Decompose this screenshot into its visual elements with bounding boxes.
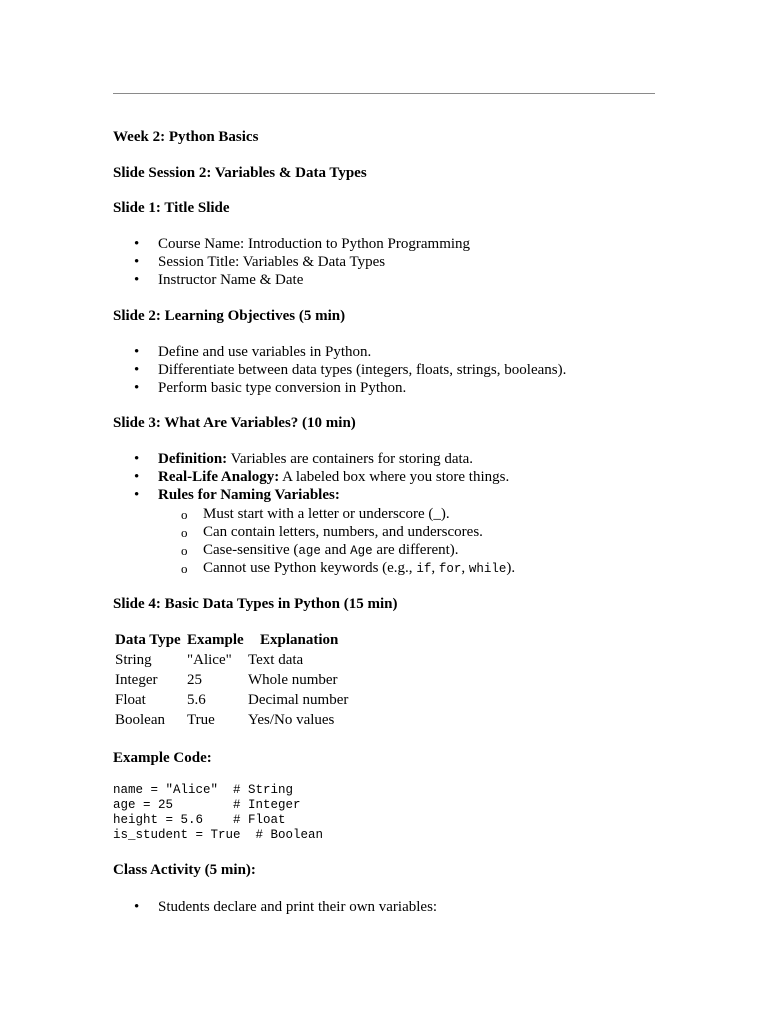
slide2-heading: Slide 2: Learning Objectives (5 min) (113, 308, 346, 324)
column-header: Data Type (115, 632, 181, 648)
bullet-icon: • (134, 899, 140, 915)
activity-heading: Class Activity (5 min): (113, 862, 256, 878)
bullet-icon: • (134, 451, 140, 467)
list-item: • Instructor Name & Date (134, 272, 304, 288)
data-types-table (113, 632, 348, 732)
inline-code: if (416, 562, 432, 576)
circle-bullet-icon: o (181, 525, 188, 540)
column-header: Example (187, 632, 244, 648)
definition-label: Definition: (158, 451, 228, 467)
circle-bullet-icon: o (181, 507, 188, 522)
circle-bullet-icon: o (181, 543, 188, 558)
bullet-icon: • (134, 487, 140, 503)
table-row (113, 672, 348, 692)
inline-code: for (438, 562, 462, 576)
list-item: • Definition: Variables are containers for storing data. (134, 451, 474, 467)
slide1-heading: Slide 1: Title Slide (113, 200, 230, 216)
list-item: • Session Title: Variables & Data Types (134, 254, 386, 270)
table-cell: 5.6 (187, 692, 206, 708)
example-code-heading: Example Code: (113, 750, 212, 766)
slide3-heading: Slide 3: What Are Variables? (10 min) (113, 415, 356, 431)
table-row (113, 712, 348, 732)
inline-code: Age (350, 544, 373, 558)
analogy-label: Real-Life Analogy: (158, 469, 280, 485)
bullet-icon: • (134, 362, 140, 378)
table-cell: Integer (115, 672, 158, 688)
table-row (113, 652, 348, 672)
rules-label: Rules for Naming Variables: (158, 487, 340, 503)
week-title: Week 2: Python Basics (113, 129, 259, 145)
table-cell: String (115, 652, 152, 668)
table-cell: Whole number (248, 672, 338, 688)
circle-bullet-icon: o (181, 561, 188, 576)
sub-list-item: o Case-sensitive (age and Age are different). (181, 542, 459, 558)
table-cell: True (187, 712, 215, 728)
bullet-icon: • (134, 380, 140, 396)
inline-code: while (468, 562, 507, 576)
table-header-row (113, 632, 348, 652)
list-item: • Perform basic type conversion in Python. (134, 380, 407, 396)
bullet-icon: • (134, 344, 140, 360)
list-item: • Course Name: Introduction to Python Programming (134, 236, 471, 252)
column-header: Explanation (260, 632, 339, 648)
bullet-icon: • (134, 272, 140, 288)
horizontal-rule (113, 93, 655, 94)
table-cell: Text data (248, 652, 304, 668)
list-item (134, 487, 340, 504)
sub-list-item: o Can contain letters, numbers, and underscores. (181, 524, 483, 540)
list-item: • Differentiate between data types (integers, floats, strings, booleans). (134, 362, 567, 378)
list-item: • Students declare and print their own variables: (134, 899, 438, 915)
table-cell: Decimal number (248, 692, 349, 708)
code-block: name = "Alice" # String age = 25 # Integer height = 5.6 # Float is_student = True # Boolean (113, 783, 324, 842)
slide4-heading: Slide 4: Basic Data Types in Python (15 min) (113, 596, 398, 612)
table-cell: "Alice" (187, 652, 232, 668)
list-item: • Real-Life Analogy: A labeled box where you store things. (134, 469, 510, 485)
table-cell: 25 (187, 672, 202, 688)
table-row (113, 692, 348, 712)
table-cell: Yes/No values (248, 712, 335, 728)
table-cell: Float (115, 692, 146, 708)
table-cell: Boolean (115, 712, 165, 728)
list-item: • Define and use variables in Python. (134, 344, 372, 360)
sub-list-item: o Must start with a letter or underscore (_). (181, 506, 450, 522)
bullet-icon: • (134, 236, 140, 252)
inline-code: age (298, 544, 321, 558)
sub-list-item: o Cannot use Python keywords (e.g., if, for, while). (181, 560, 516, 576)
session-title: Slide Session 2: Variables & Data Types (113, 165, 367, 181)
bullet-icon: • (134, 254, 140, 270)
bullet-icon: • (134, 469, 140, 485)
